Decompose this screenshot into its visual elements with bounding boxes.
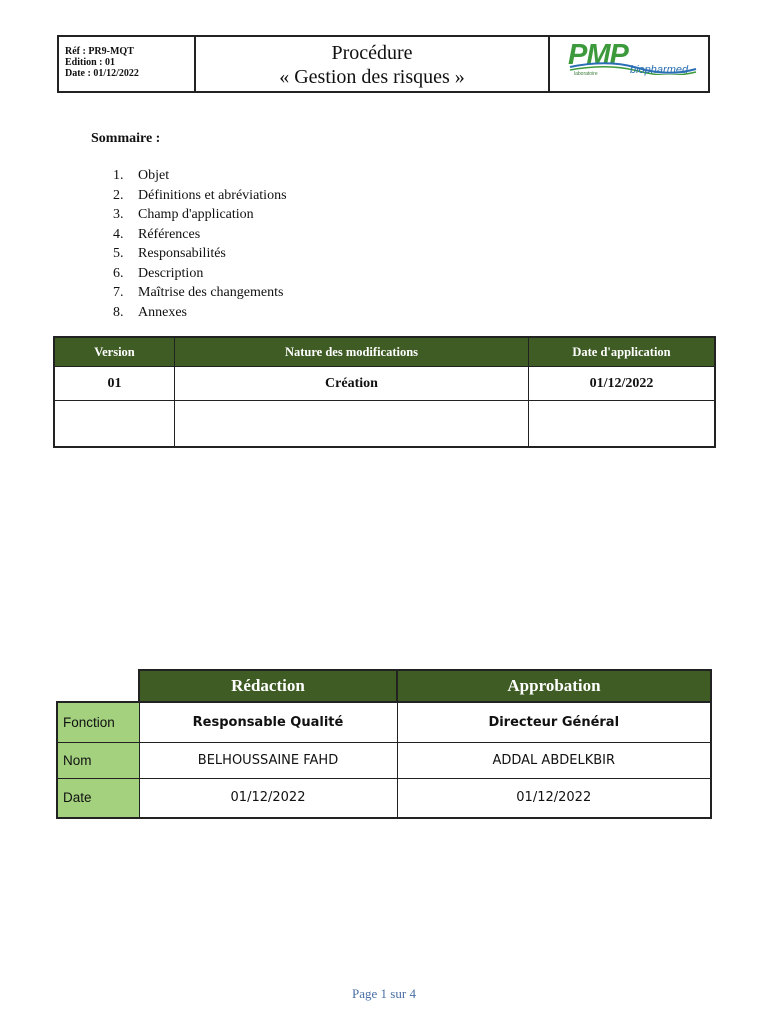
- col-header-date: Date d'application: [529, 337, 716, 367]
- cell-approbation: Directeur Général: [397, 702, 711, 742]
- row-label-nom: Nom: [57, 742, 139, 778]
- logo-pmp-text: PMP: [568, 39, 628, 71]
- toc-label: Champ d'application: [138, 207, 254, 222]
- col-header-version: Version: [54, 337, 175, 367]
- toc-item: [113, 244, 287, 264]
- header-ref: Réf : PR9-MQT: [65, 46, 134, 57]
- cell-version: 01: [54, 367, 175, 401]
- toc-label: Responsabilités: [138, 246, 226, 261]
- logo-brand-text: biopharmed: [630, 64, 689, 76]
- cell-nature: [175, 401, 529, 447]
- table-row: [57, 778, 711, 818]
- cell-date: 01/12/2022: [529, 367, 716, 401]
- table-row: [57, 702, 711, 742]
- cell-approbation: 01/12/2022: [397, 778, 711, 818]
- header-date: Date : 01/12/2022: [65, 68, 139, 79]
- toc-label: Description: [138, 265, 204, 281]
- toc-label: Objet: [138, 168, 170, 183]
- toc-label: Maîtrise des changements: [138, 285, 284, 300]
- header-edition: Edition : 01: [65, 57, 116, 68]
- cell-date: [529, 401, 716, 447]
- title-line-1: Procédure: [331, 42, 413, 64]
- toc-number: 4.: [113, 226, 124, 242]
- cell-approbation: ADDAL ABDELKBIR: [397, 742, 711, 778]
- toc-number: 8.: [113, 304, 124, 320]
- toc-number: 7.: [113, 285, 124, 300]
- cell-redaction: Responsable Qualité: [139, 702, 397, 742]
- approval-table-header: [57, 670, 711, 702]
- sommaire-title: Sommaire :: [91, 131, 161, 146]
- row-label-fonction: Fonction: [57, 702, 139, 742]
- approval-table: [56, 669, 712, 819]
- document-header: [57, 35, 710, 93]
- table-row: [54, 367, 715, 401]
- toc-item: [113, 186, 287, 206]
- toc-label: Références: [138, 226, 201, 242]
- toc-item: [113, 303, 287, 323]
- toc-item: [113, 205, 287, 225]
- company-logo: [550, 37, 708, 91]
- version-table-header: [54, 337, 715, 367]
- col-header-nature: Nature des modifications: [175, 337, 529, 367]
- header-title: [196, 37, 550, 91]
- col-header-approbation: Approbation: [397, 670, 711, 702]
- toc-item: [113, 283, 287, 303]
- toc-item: [113, 264, 287, 284]
- cell-redaction: BELHOUSSAINE FAHD: [139, 742, 397, 778]
- header-meta: [59, 37, 196, 91]
- table-row: [54, 401, 715, 447]
- toc-label: Annexes: [138, 304, 187, 320]
- cell-nature: Création: [175, 367, 529, 401]
- toc-item: [113, 225, 287, 245]
- toc-number: 6.: [113, 265, 124, 281]
- cell-version: [54, 401, 175, 447]
- title-line-2: « Gestion des risques »: [279, 66, 465, 88]
- table-of-contents: [113, 166, 287, 322]
- version-table: [53, 336, 716, 448]
- toc-item: [113, 166, 287, 186]
- col-header-redaction: Rédaction: [139, 670, 397, 702]
- table-row: [57, 742, 711, 778]
- toc-number: 2.: [113, 187, 124, 203]
- row-label-date: Date: [57, 778, 139, 818]
- page-number: Page 1 sur 4: [352, 986, 416, 1001]
- toc-number: 1.: [113, 168, 124, 183]
- toc-label: Définitions et abréviations: [138, 187, 287, 203]
- cell-redaction: 01/12/2022: [139, 778, 397, 818]
- toc-number: 5.: [113, 246, 124, 261]
- logo-sub-text: laboratoire: [574, 71, 598, 77]
- toc-number: 3.: [113, 207, 124, 222]
- empty-corner: [57, 670, 139, 702]
